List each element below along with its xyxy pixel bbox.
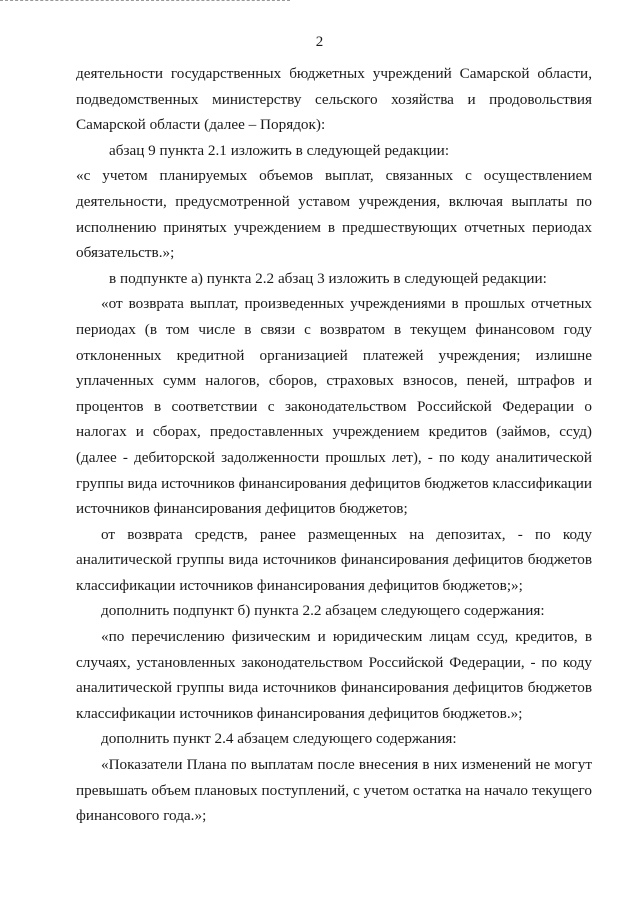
paragraph-quote-2-2a: «от возврата выплат, произведенных учреждениями в прошлых отчетных периодах (в том числе в связи с возвратом в текущем финансовом году отклоненных кредитной организацией платежей учреждения; излишне уплаченных сумм налогов, сборов, страховых взносов, пеней, штрафов и процентов в соответствии с законодательством Российской Федерации о налогах и сборах, предоставленных учреждением кредитов (займов, ссуд) (далее - дебиторской задолженности прошлых лет), - по коду аналитической группы вида источников финансирования дефицитов бюджетов классификации источников финансирования дефицитов бюджетов; bbox=[76, 295, 592, 518]
page-number: 2 bbox=[315, 34, 324, 50]
paragraph-quote-2-2b: «по перечислению физическим и юридическим лицам ссуд, кредитов, в случаях, установленных законодательством Российской Федерации, - по коду аналитической группы вида источников финансирования дефицитов бюджетов классификации источников финансирования дефицитов бюджетов.»; bbox=[76, 628, 592, 722]
paragraph-quote-2-1: «с учетом планируемых объемов выплат, связанных с осуществлением деятельности, предусмотренной уставом учреждения, включая выплаты по исполнению принятых учреждением в предшествующих отчетных периодах обязательств.»; bbox=[76, 167, 592, 262]
paragraph-amendment-2-2a: в подпункте а) пункта 2.2 абзац 3 изложить в следующей редакции: bbox=[109, 269, 547, 287]
paragraph-quote-2-4: «Показатели Плана по выплатам после внесения в них изменений не могут превышать объем плановых поступлений, с учетом остатка на начало текущего финансового года.»; bbox=[76, 756, 592, 825]
paragraph-continuation: деятельности государственных бюджетных учреждений Самарской области, подведомственных министерству сельского хозяйства и продовольствия Самарской области (далее – Порядок): bbox=[76, 65, 592, 134]
paragraph-amendment-2-1: абзац 9 пункта 2.1 изложить в следующей редакции: bbox=[109, 141, 450, 159]
paragraph-deposits: от возврата средств, ранее размещенных на депозитах, - по коду аналитической группы вида источников финансирования дефицитов бюджетов классификации источников финансирования дефицитов бюджетов;»; bbox=[76, 525, 592, 594]
paragraph-amendment-2-2b: дополнить подпункт б) пункта 2.2 абзацем следующего содержания: bbox=[101, 602, 545, 620]
document-body bbox=[76, 61, 592, 829]
scan-top-edge bbox=[0, 0, 290, 4]
paragraph-amendment-2-4: дополнить пункт 2.4 абзацем следующего содержания: bbox=[101, 730, 457, 748]
